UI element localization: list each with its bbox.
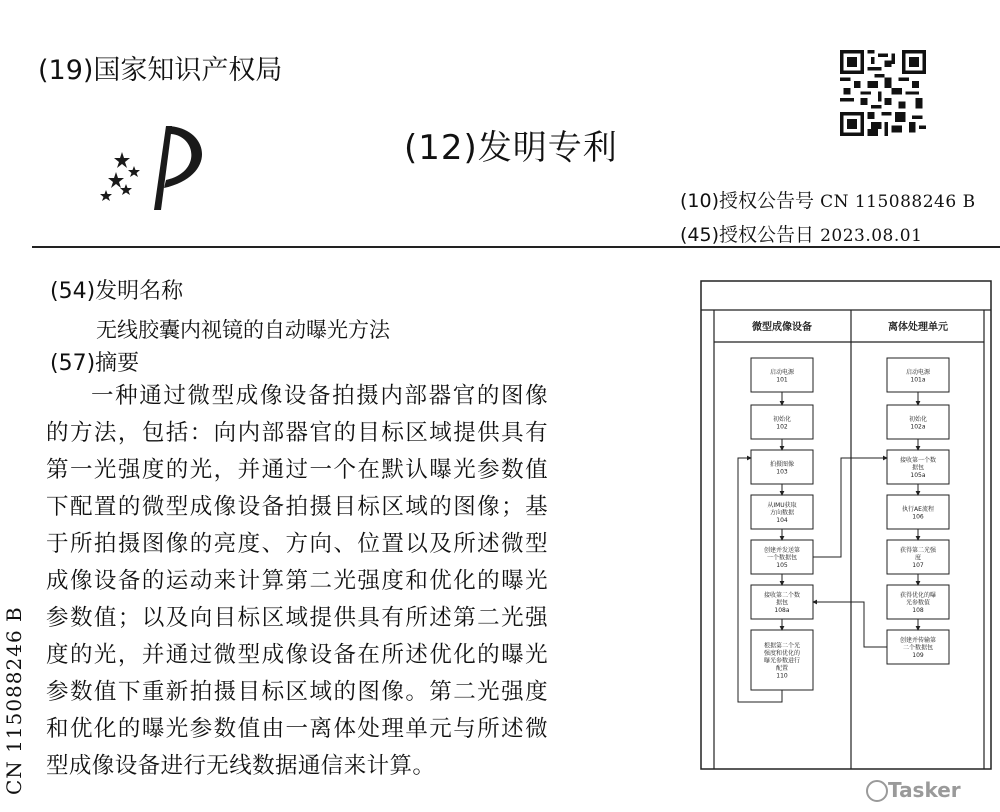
flow-step-external-101a [887,358,949,392]
flow-step-text: 执行AE流程 [902,505,934,513]
lane-header-imaging-device: 微型成像设备 [752,322,812,333]
flow-step-imaging-108a [751,585,813,619]
flow-step-text: 107 [912,562,924,569]
flow-step-external-102a [887,405,949,439]
tasker-logo-icon [866,780,888,802]
flow-step-text: 108 [912,607,924,614]
flow-step-text: 接收第二个数 [763,592,801,599]
flow-step-text: 103 [776,468,788,476]
flow-step-external-107 [887,540,949,574]
flow-step-text: 创建并传输第 [899,637,937,644]
flow-step-text: 据包 [911,464,925,472]
flow-step-imaging-104 [751,495,813,529]
flow-step-text: 108a [774,607,790,614]
qr-code-icon [840,50,926,136]
flow-step-text: 方向数据 [769,509,795,517]
flow-step-text: 启动电源 [769,368,795,376]
flow-step-external-109 [887,630,949,664]
flow-step-external-108 [887,585,949,619]
publication-date-row [680,220,922,247]
flow-step-text: 初始化 [908,415,928,423]
publication-number: CN 115088246 B [820,192,976,212]
flow-step-text: 据包 [775,599,789,607]
flow-step-text: 根据第二个光 [763,642,801,650]
abstract-text: 一种通过微型成像设备拍摄内部器官的图像的方法，包括：向内部器官的目标区域提供具有第一光强度的光，并通过一个在默认曝光参数值下配置的微型成像设备拍摄目标区域的图像；基于所拍摄图像的亮度、方向、位置以及所述微型成像设备的运动来计算第二光强度和优化的曝光参数值；以及向目标区域提供具有所述第二光强度的光，并通过微型成像设备在所述优化的曝光参数值下重新拍摄目标区域的图像。第二光强度和优化的曝光参数值由一离体处理单元与所述微型成像设备进行无线数据通信来计算。 [46,383,548,779]
flow-step-text: 106 [912,513,924,521]
flow-step-text: 从IMU获取 [767,502,797,509]
flow-step-text: 度 [914,554,922,562]
flow-step-text: 109 [912,652,924,659]
flow-step-text: 101 [776,376,788,384]
flow-step-external-105a [887,450,949,484]
flow-step-text: 初始化 [772,415,792,423]
flow-step-imaging-101 [751,358,813,392]
flow-step-text: 创建并发送第 [763,547,801,554]
flow-step-text: 曝光参数进行 [763,657,801,665]
flow-step-text: 强度和优化的 [763,650,801,657]
flow-step-text: 接收第一个数 [899,457,937,464]
lane-header-external-unit: 离体处理单元 [888,322,948,333]
publication-date: 2023.08.01 [820,226,923,246]
flow-step-text: 101a [910,376,926,384]
flowchart-figure [700,280,992,770]
flow-step-text: 配置 [775,665,789,672]
flow-step-text: 启动电源 [905,368,931,376]
invention-title: 无线胶囊内视镜的自动曝光方法 [96,318,390,342]
header-divider [32,246,1000,248]
publication-number-row [680,186,976,213]
issuing-office: (19)国家知识产权局 [38,55,283,86]
flow-step-text: 105 [776,562,788,569]
flow-step-text: 102a [910,423,926,431]
flow-step-text: 110 [776,672,788,680]
flow-step-text: 104 [776,517,788,524]
flow-step-text: 102 [776,423,788,431]
flow-step-text: 获得优化的曝 [899,592,937,599]
flow-step-text: 光参数值 [905,599,931,607]
flow-step-imaging-103 [751,450,813,484]
watermark: Tasker [888,778,961,802]
publication-number-label: (10)授权公告号 [680,190,815,212]
flow-step-text: 拍摄图像 [769,460,795,468]
spine-publication-number: CN 115088246 B [2,606,26,795]
invention-title-label: (54)发明名称 [50,279,184,304]
abstract-label: (57)摘要 [50,351,140,376]
flow-step-imaging-110 [751,630,813,690]
flow-step-text: 105a [910,472,926,479]
flow-step-imaging-105 [751,540,813,574]
flow-step-imaging-102 [751,405,813,439]
patent-office-emblem-icon [92,122,212,216]
flow-step-text: 获得第二光强 [899,547,937,554]
flow-step-text: 一个数据包 [766,554,798,562]
publication-date-label: (45)授权公告日 [680,224,815,246]
flow-step-text: 二个数据包 [902,644,934,652]
patent-kind: (12)发明专利 [404,128,618,168]
flow-step-external-106 [887,495,949,529]
